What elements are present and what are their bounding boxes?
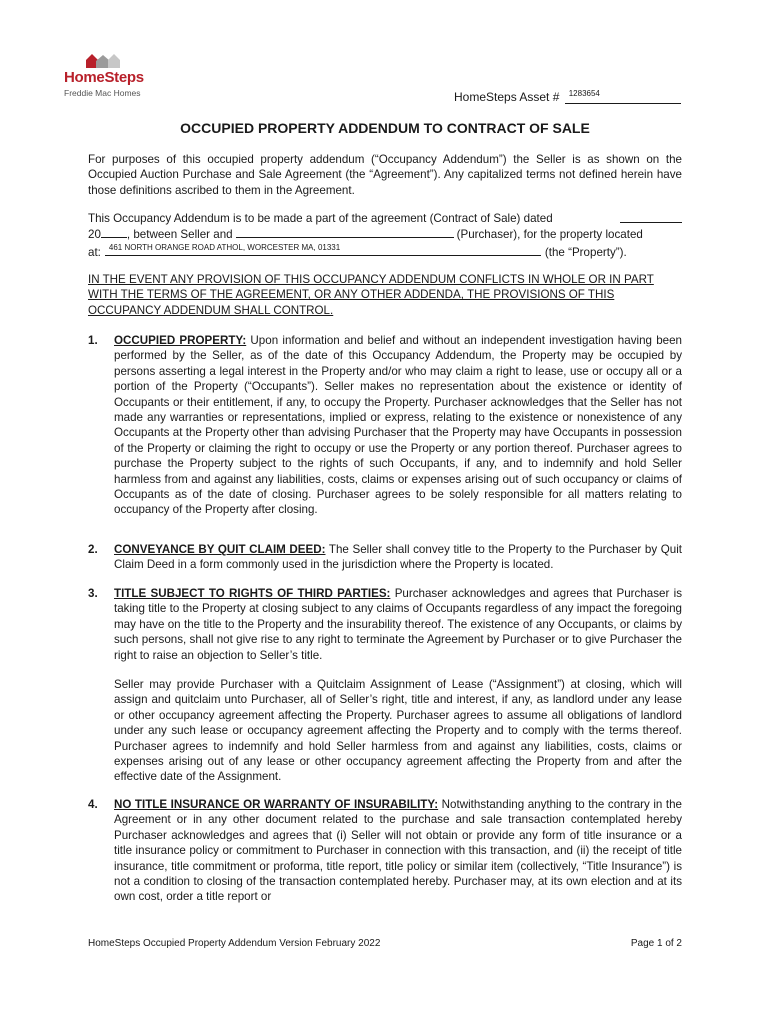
section-heading: TITLE SUBJECT TO RIGHTS OF THIRD PARTIES:	[114, 587, 391, 600]
section-text: The Seller shall convey title to the Property to the Purchaser by Quit Claim Deed in a form commonly used in the jurisdiction where the Property is located.	[114, 543, 682, 572]
section-number: 4.	[88, 798, 98, 811]
section-occupied-property	[88, 333, 682, 518]
section-title-third-parties	[88, 586, 682, 785]
year-prefix: 20	[88, 228, 101, 242]
houses-icon	[84, 52, 124, 68]
section-number: 2.	[88, 543, 98, 556]
property-address: 461 NORTH ORANGE ROAD ATHOL, WORCESTER MA, 01331	[108, 242, 341, 252]
intro-paragraph: For purposes of this occupied property addendum (“Occupancy Addendum”) the Seller is as shown on the Occupied Auction Purchase and Sale Agreement (the “Agreement”). Any capitalized terms not defined herein have those definitions ascribed to them in the Agreement.	[88, 153, 682, 197]
control-clause: IN THE EVENT ANY PROVISION OF THIS OCCUPANCY ADDENDUM CONFLICTS IN WHOLE OR IN PART WITH THE TERMS OF THE AGREEMENT, OR ANY OTHER ADDENDA, THE PROVISIONS OF THIS OCCUPANCY ADDENDUM SHALL CONTROL.	[88, 273, 654, 317]
homesteps-logo	[62, 52, 152, 102]
section-number: 3.	[88, 587, 98, 600]
at-label: at:	[88, 245, 101, 259]
section-heading: CONVEYANCE BY QUIT CLAIM DEED:	[114, 543, 326, 556]
asset-value: 1283654	[568, 89, 600, 98]
section-heading: NO TITLE INSURANCE OR WARRANTY OF INSURABILITY:	[114, 798, 439, 811]
section-conveyance	[88, 542, 682, 573]
agreement-line1: This Occupancy Addendum is to be made a part of the agreement (Contract of Sale) dated	[88, 212, 553, 225]
asset-value-line[interactable]	[565, 91, 681, 104]
year-field[interactable]	[101, 226, 127, 238]
section-text: Notwithstanding anything to the contrary in the Agreement or in any other document related to the purchase and sale transaction contemplated hereby Purchaser acknowledges and agrees that (i) Seller will not obtain or provide any form of title insurance or a title insurance policy or commitment to Purchaser in connection with this transaction, and (ii) the receipt of title insurance, title commitment or proforma, title report, title policy or similar item (collectively, “Title Insurance”) is not a condition to closing of the transaction contemplated hereby. Purchaser may, at its own election and at its own cost, order a title report or	[114, 798, 682, 904]
section-heading: OCCUPIED PROPERTY:	[114, 334, 247, 347]
agreement-paragraph	[88, 211, 682, 260]
footer-page-number: Page 1 of 2	[630, 938, 682, 949]
property-suffix: (the “Property”).	[544, 245, 627, 259]
logo-tagline: Freddie Mac Homes	[64, 88, 141, 98]
purchaser-located-text: (Purchaser), for the property located	[456, 228, 643, 242]
footer-version: HomeSteps Occupied Property Addendum Version February 2022	[88, 938, 381, 949]
section-text: Purchaser acknowledges and agrees that Purchaser is taking title to the Property at closing subject to any claims of Occupants regardless of any impact the foregoing may have on the title to the Property and the insurability thereof. The existence of any Occupants, or claims by such persons, shall not give rise to any right to terminate the Agreement by Purchaser or to give Purchaser the right to raise an objection to Seller’s title.	[114, 587, 682, 662]
asset-label: HomeSteps Asset #	[454, 90, 560, 104]
section-number: 1.	[88, 334, 98, 347]
document-title: OCCUPIED PROPERTY ADDENDUM TO CONTRACT OF SALE	[180, 120, 590, 136]
section-no-title-insurance	[88, 797, 682, 905]
logo-name: HomeSteps	[64, 69, 144, 86]
asset-number-field	[454, 90, 681, 104]
section-text-continued: Seller may provide Purchaser with a Quitclaim Assignment of Lease (“Assignment”) at closing, which will assign and quitclaim unto Purchaser, all of Seller’s right, title and interest, if any, as landlord under any lease or other occupancy agreement affecting the Property. Purchaser agrees to assume all obligations of landlord under any such lease or occupancy agreement affecting the Property and to comply with the terms thereof. Purchaser agrees to indemnify and hold Seller harmless from and against any liabilities, costs, claims or expenses arising out of any lease or other occupancy agreement affecting the Property from and after the effective date of the Assignment.	[114, 678, 682, 784]
between-seller-text: , between Seller and	[126, 228, 233, 242]
seller-purchaser-field[interactable]	[236, 226, 454, 238]
section-text: Upon information and belief and without an independent investigation having been performed by the Seller, as of the date of this Occupancy Addendum, the Property may be occupied by persons asserting a legal interest in the Property and/or who may claim a right to lease, use or occupy all or a portion of the Property (“Occupants”). Seller makes no representation about the existence or identity of Occupants or their entitlement, if any, to occupy the Property. Purchaser acknowledges that the Seller has not made any warranties or representations, implied or express, relating to the existence or nonexistence of any Occupants at the Property other than advising Purchaser that the Property may have Occupants in possession of the Property or claiming the right to occupy or use the Property or any portion thereof. Purchaser agrees to purchase the Property subject to the rights of such Occupants, if any, and to indemnify and hold Seller harmless from and against any liabilities, costs, claims or expenses arising out of such occupancy or claims of Occupants as of the date of closing. Purchaser agrees to be solely responsible for all matters relating to occupancy of the Property after closing.	[114, 334, 682, 517]
property-address-field[interactable]	[105, 243, 541, 256]
contract-date-field[interactable]	[620, 211, 682, 223]
